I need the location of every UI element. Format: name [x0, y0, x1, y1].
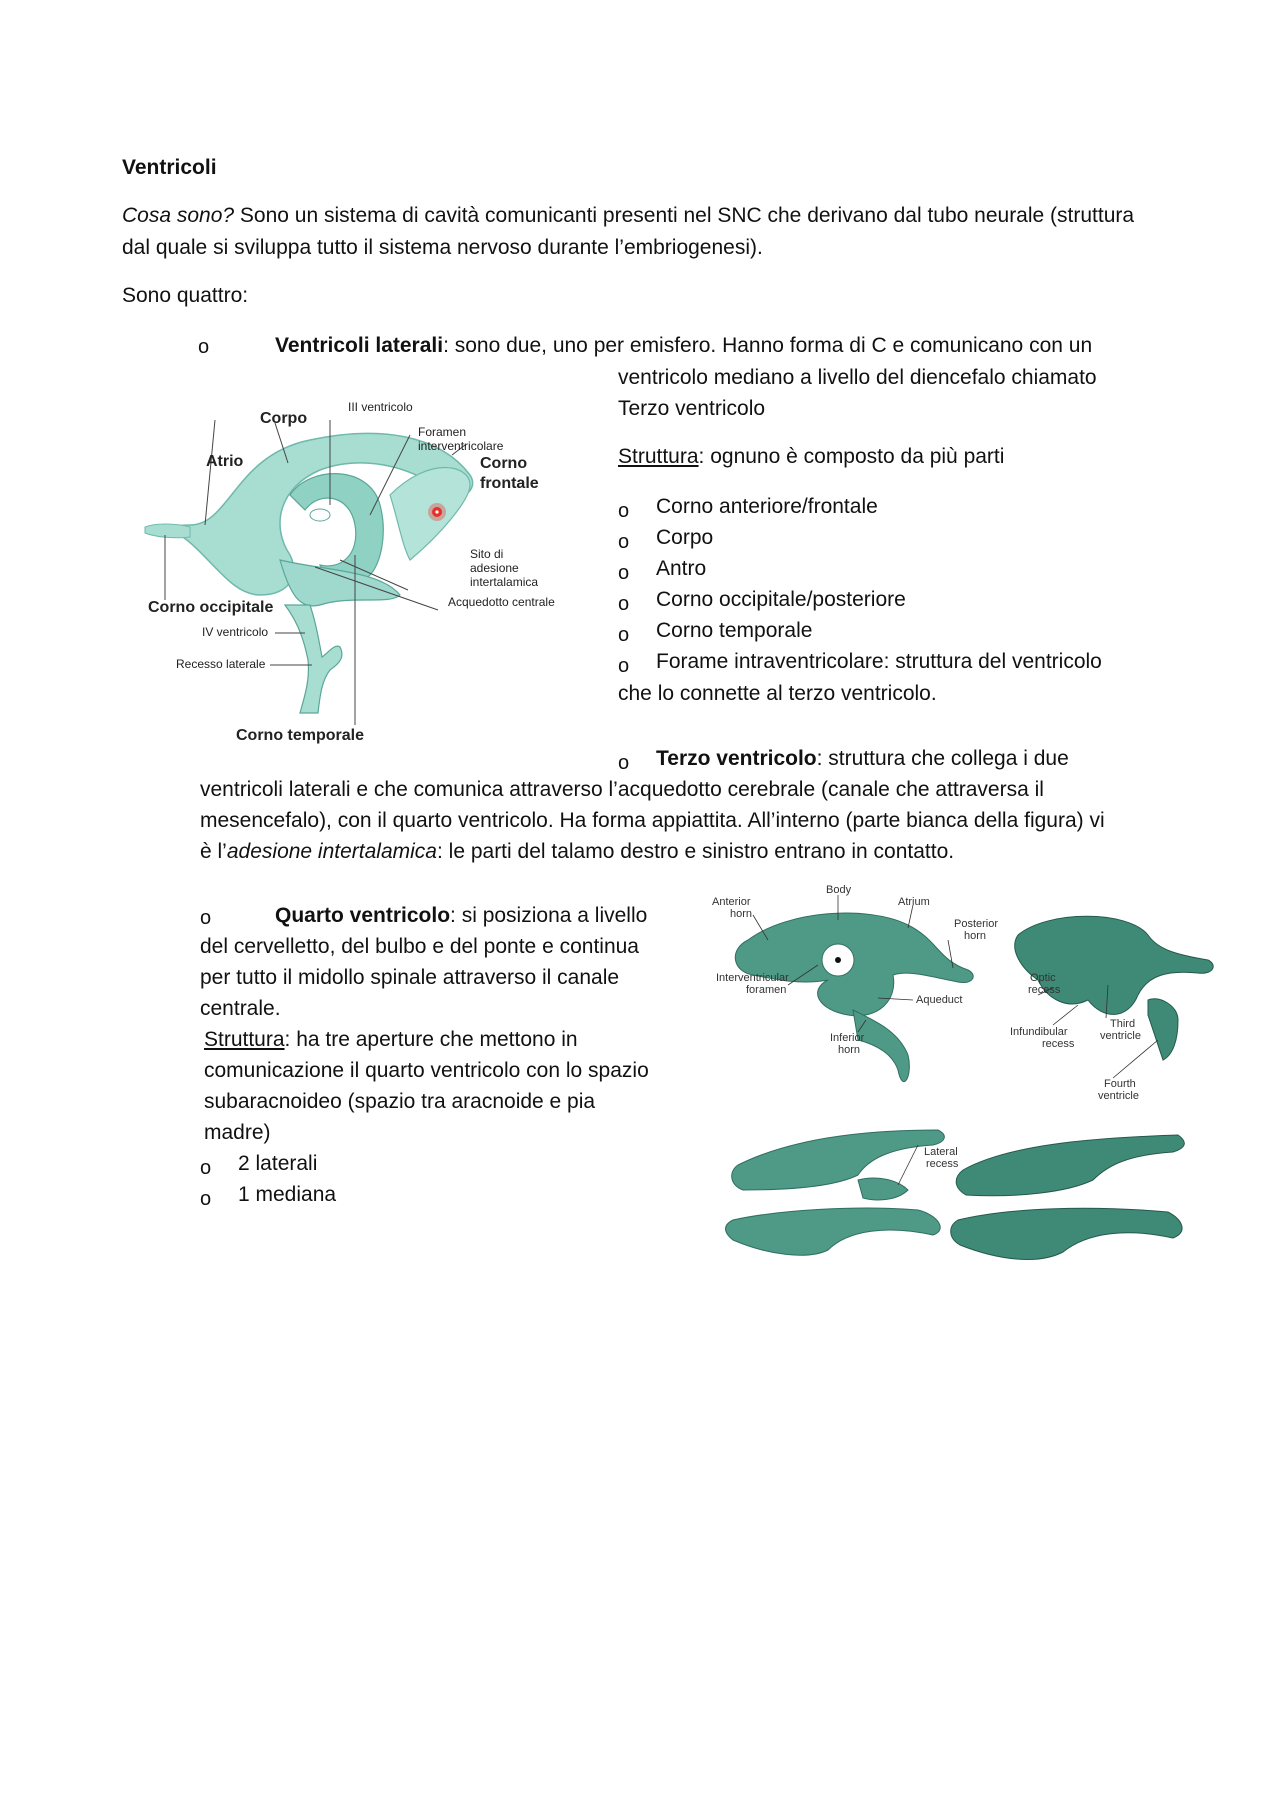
label-posterior-horn-1: Posterior [954, 918, 999, 930]
label-acquedotto: Acquedotto centrale [448, 595, 555, 609]
label-aqueduct: Aqueduct [916, 994, 963, 1006]
fourth-structure-label: Struttura [204, 1028, 285, 1051]
cast-top-view-1 [732, 1130, 945, 1190]
list-item: Forame intraventricolare: struttura del ventricolo [656, 650, 1102, 673]
label-posterior-horn-2: horn [964, 930, 987, 942]
label-third-ventricle-1: Third [1110, 1018, 1136, 1030]
label-anterior-horn-2: horn [730, 908, 753, 920]
fourth-s-line-4: madre) [204, 1121, 271, 1144]
cast-lateral-view-2 [1015, 916, 1213, 1014]
count-text: Sono quattro: [122, 284, 249, 307]
label-optic-recess-2: recess [1028, 984, 1061, 996]
label-body: Body [826, 884, 852, 896]
label-infundibular-recess-1: Infundibular [1010, 1026, 1068, 1038]
lateral-ventricle-figure [140, 395, 580, 755]
label-fourth-ventricle-1: Fourth [1104, 1078, 1136, 1090]
label-recesso-laterale: Recesso laterale [176, 657, 266, 671]
intro-question: Cosa sono? [122, 204, 235, 227]
bullet-fourth: o [200, 907, 212, 929]
bullet-part: o [618, 624, 630, 646]
fourth-line-3: per tutto il midollo spinale attraverso il canale [200, 966, 620, 989]
label-infundibular-recess-2: recess [1042, 1038, 1075, 1050]
label-corno-temporale: Corno temporale [236, 727, 365, 744]
label-iv-ventricolo: IV ventricolo [202, 625, 269, 639]
list-item: 1 mediana [238, 1183, 337, 1206]
lateral-structure: Struttura: ognuno è composto da più parti [618, 445, 1005, 468]
label-iii-ventricolo: III ventricolo [348, 400, 413, 414]
label-third-ventricle-2: ventricle [1100, 1030, 1141, 1042]
cast-top-view-2 [956, 1135, 1184, 1196]
fourth-line-2: del cervelletto, del bulbo e del ponte e continua [200, 935, 639, 958]
label-interventricular-2: foramen [746, 984, 787, 996]
fourth-s-line-2: comunicazione il quarto ventricolo con lo spazio [204, 1059, 649, 1082]
third-line-1: Terzo ventricolo: struttura che collega i due [656, 747, 1069, 770]
label-inferior-horn-2: horn [838, 1044, 861, 1056]
third-line-3: mesencefalo), con il quarto ventricolo. Ha forma appiattita. All’interno (parte bianca della figura) vi [200, 809, 1105, 832]
intro-line-1: Cosa sono? Sono un sistema di cavità comunicanti presenti nel SNC che derivano dal tubo neurale (struttura [122, 204, 1135, 227]
label-sito-1: Sito di [470, 547, 504, 561]
cast-lateral-recess-1 [858, 1178, 908, 1200]
cast-top-view-2b [951, 1208, 1182, 1259]
label-lateral-recess-1: Lateral [924, 1146, 958, 1158]
lateral-line-3: Terzo ventricolo [618, 397, 766, 420]
lateral-name: Ventricoli laterali [275, 334, 444, 357]
third-line-2: ventricoli laterali e che comunica attraverso l’acquedotto cerebrale (canale che attraversa il [200, 778, 1044, 801]
bullet-part: o [618, 562, 630, 584]
lateral-line-1: Ventricoli laterali: sono due, uno per emisfero. Hanno forma di C e comunicano con un [275, 334, 1093, 357]
label-corpo: Corpo [260, 410, 308, 427]
intro-line-2: dal quale si sviluppa tutto il sistema nervoso durante l’embriogenesi). [122, 236, 763, 259]
label-sito-2: adesione [470, 561, 519, 575]
label-inferior-horn-1: Inferior [830, 1032, 865, 1044]
fourth-structure: Struttura: ha tre aperture che mettono in [204, 1028, 578, 1051]
bullet-part: o [618, 500, 630, 522]
label-fourth-ventricle-2: ventricle [1098, 1090, 1139, 1102]
list-item: 2 laterali [238, 1152, 318, 1175]
bullet-part: o [618, 593, 630, 615]
interthalamic-adhesion [310, 509, 330, 521]
label-corno-occipitale: Corno occipitale [148, 599, 274, 616]
lateral-line-2: ventricolo mediano a livello del diencefalo chiamato [618, 366, 1097, 389]
list-item: Corno temporale [656, 619, 813, 642]
leader-lateral-recess [898, 1145, 918, 1185]
cast-foramen-dot [835, 957, 841, 963]
marker-dot-center [435, 510, 438, 513]
label-lateral-recess-2: recess [926, 1158, 959, 1170]
interthalamic-term: adesione intertalamica [226, 840, 437, 863]
cast-top-view-1b [726, 1208, 941, 1255]
fourth-name: Quarto ventricolo [275, 904, 451, 927]
list-item: Corno anteriore/frontale [656, 495, 878, 518]
fourth-line-4: centrale. [200, 997, 281, 1020]
list-item-continuation: che lo connette al terzo ventricolo. [618, 682, 937, 705]
bullet-opening: o [200, 1188, 212, 1210]
label-anterior-horn-1: Anterior [712, 896, 751, 908]
leader-fourth [1113, 1040, 1158, 1078]
label-corno-frontale-2: frontale [480, 475, 539, 492]
cast-inferior-horn-1 [853, 1010, 909, 1082]
page-title: Ventricoli [122, 156, 217, 179]
list-item: Corpo [656, 526, 714, 549]
label-sito-3: intertalamica [470, 575, 539, 589]
label-interventricular-1: Interventricular [716, 972, 789, 984]
bullet-part: o [618, 655, 630, 677]
bullet-opening: o [200, 1157, 212, 1179]
fourth-ventricle-shape [285, 605, 342, 713]
label-atrio: Atrio [206, 453, 244, 470]
leader-atrio [205, 420, 215, 525]
bullet-lateral: o [198, 336, 210, 358]
fourth-s-line-3: subaracnoideo (spazio tra aracnoide e pia [204, 1090, 596, 1113]
bullet-third: o [618, 752, 630, 774]
occipital-horn-shape [145, 524, 190, 538]
label-foramen-2: interventricolare [418, 439, 504, 453]
cast-fourth-ventricle-2 [1148, 999, 1178, 1060]
leader-infundibular [1053, 1005, 1078, 1025]
leader-atrium [908, 905, 913, 928]
list-item: Corno occipitale/posteriore [656, 588, 906, 611]
ventricle-cast-figure [708, 880, 1248, 1280]
list-item: Antro [656, 557, 707, 580]
label-foramen-1: Foramen [418, 425, 467, 439]
lateral-structure-label: Struttura [618, 445, 699, 468]
label-atrium: Atrium [898, 896, 930, 908]
third-line-4: è l’adesione intertalamica: le parti del talamo destro e sinistro entrano in contatto. [200, 840, 955, 863]
third-name: Terzo ventricolo [656, 747, 817, 770]
label-corno-frontale-1: Corno [480, 455, 528, 472]
fourth-line-1: Quarto ventricolo: si posiziona a livello [275, 904, 648, 927]
bullet-part: o [618, 531, 630, 553]
label-optic-recess-1: Optic [1030, 972, 1056, 984]
